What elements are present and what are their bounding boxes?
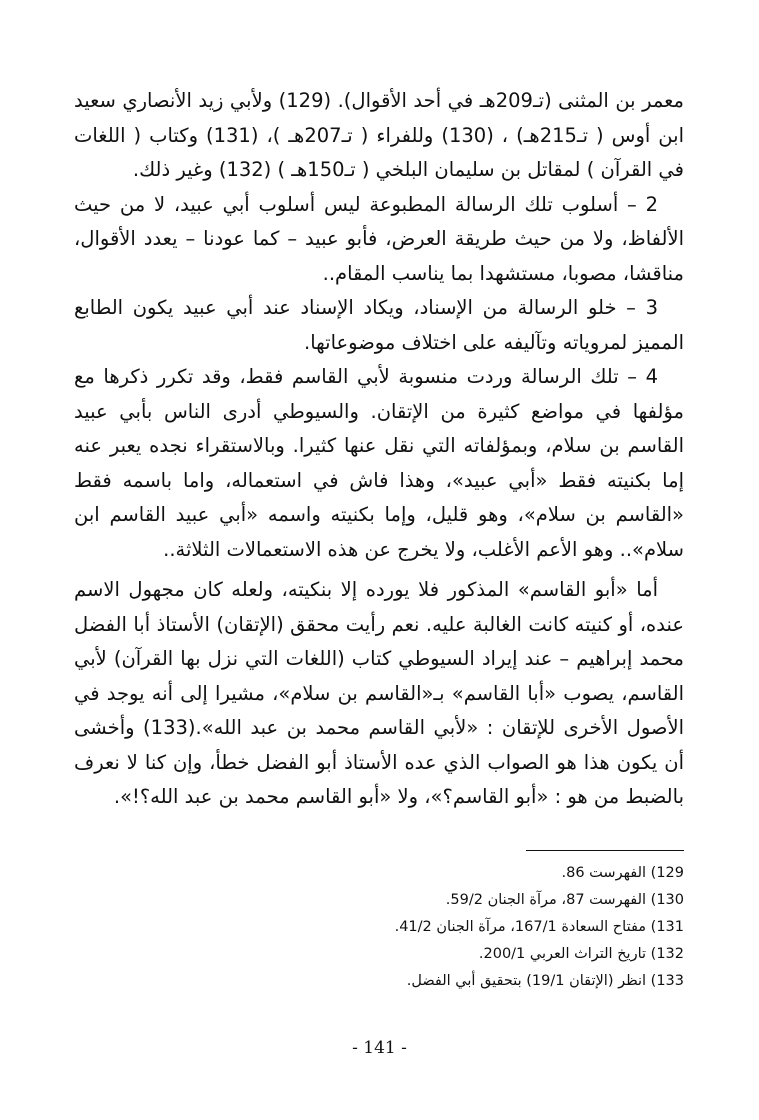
- footnote-131: 131) مفتاح السعادة 167/1، مرآة الجنان 41/2.: [394, 919, 684, 935]
- footnotes: [74, 860, 684, 995]
- paragraph-continuation: معمر بن المثنى (تـ209هـ في أحد الأقوال). (129) ولأبي زيد الأنصاري سعيد ابن أوس ( تـ215هـ) ، (130) وللفراء ( تـ207هـ )، (131) وكتاب ( اللغات في القرآن ) لمقاتل بن سليمان البلخي ( تـ150هـ ) (132) وغير ذلك.: [74, 89, 684, 181]
- page-number: - 141 -: [352, 1038, 407, 1058]
- footnote-130: 130) الفهرست 87، مرآة الجنان 59/2.: [445, 892, 684, 908]
- footnote-132: 132) تاريخ التراث العربي 200/1.: [478, 946, 684, 962]
- footnote-129: 129) الفهرست 86.: [561, 865, 684, 881]
- paragraph-point-4: 4 – تلك الرسالة وردت منسوبة لأبي القاسم فقط، وقد تكرر ذكرها مع مؤلفها في مواضع كثيرة من الإتقان. والسيوطي أدرى الناس بأبي عبيد القاسم بن سلام، وبمؤلفاته التي نقل عنها كثيرا. وبالاستقراء نجده يعبر عنه إما بكنيته فقط «أبي عبيد»، وهذا فاش في استعماله، واما باسمه فقط «القاسم بن سلام»، وهو قليل، وإما بكنيته واسمه «أبي عبيد القاسم ابن سلام».. وهو الأعم الأغلب، ولا يخرج عن هذه الاستعمالات الثلاثة..: [74, 365, 684, 561]
- footnote-divider: [526, 850, 684, 851]
- page-content: [74, 84, 685, 989]
- main-text: [74, 84, 684, 815]
- paragraph-point-2: 2 – أسلوب تلك الرسالة المطبوعة ليس أسلوب أبي عبيد، لا من حيث الألفاظ، ولا من حيث طريقة العرض، فأبو عبيد – كما عودنا – يعدد الأقوال، مناقشا، مصوبا، مستشهدا بما يناسب المقام..: [74, 192, 684, 285]
- footnote-133: 133) انظر (الإتقان 19/1) بتحقيق أبي الفضل.: [406, 973, 684, 989]
- paragraph-point-3: 3 – خلو الرسالة من الإسناد، ويكاد الإسناد عند أبي عبيد يكون الطابع المميز لمروياته وتآليفه على اختلاف موضوعاتها.: [74, 296, 684, 354]
- paragraph-abu-al-qasim: أما «أبو القاسم» المذكور فلا يورده إلا بنكيته، ولعله كان مجهول الاسم عنده، أو كنيته كانت الغالبة عليه. نعم رأيت محقق (الإتقان) الأستاذ أبا الفضل محمد إبراهيم – عند إيراد السيوطي كتاب (اللغات التي نزل بها القرآن) لأبي القاسم، يصوب «أبا القاسم» بـ«القاسم بن سلام»، مشيرا إلى أنه يوجد في الأصول الأخرى للإتقان : «لأبي القاسم محمد بن عبد الله».(133) وأخشى أن يكون هذا هو الصواب الذي عده الأستاذ أبو الفضل خطأ، وإن كنا لا نعرف بالضبط من هو : «أبو القاسم؟»، ولا «أبو القاسم محمد بن عبد الله؟!».: [74, 578, 685, 808]
